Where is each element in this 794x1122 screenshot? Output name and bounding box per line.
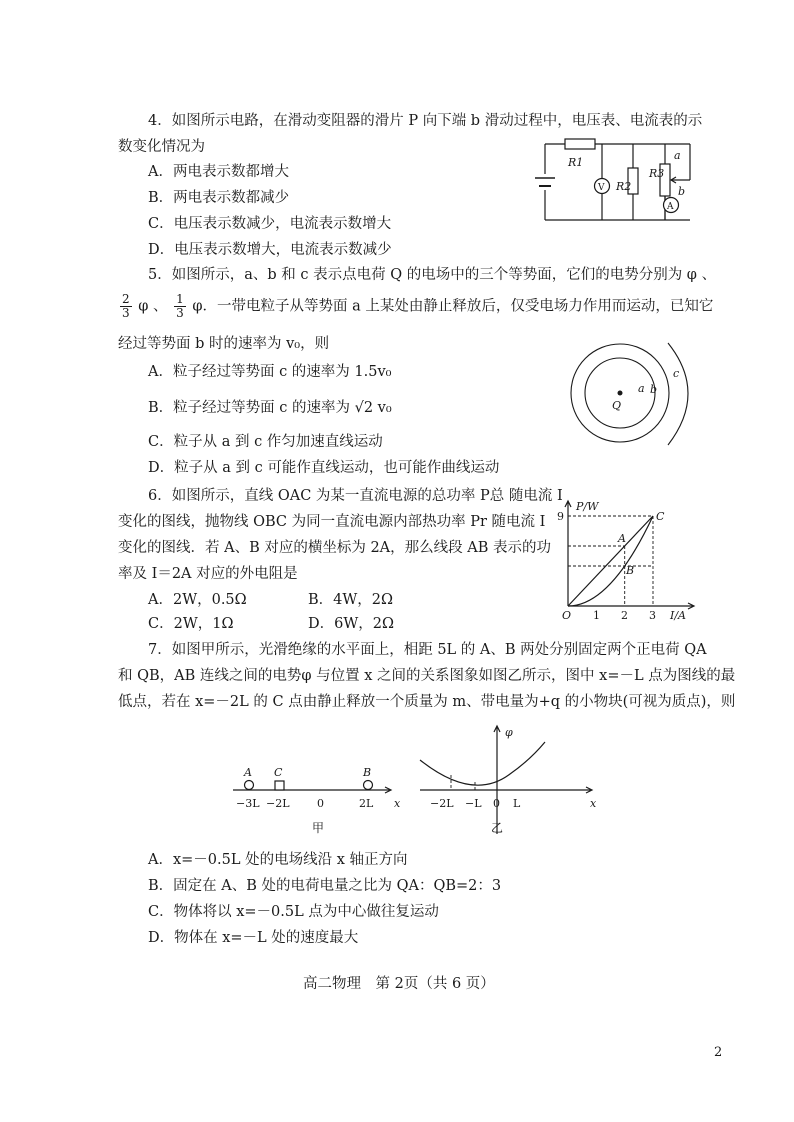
jia-x-label: x	[394, 797, 401, 810]
q5-stem-line3: 经过等势面 b 时的速率为 v₀，则	[118, 336, 330, 352]
q6-stem-line1: 6．如图所示，直线 OAC 为某一直流电源的总功率 P总 随电流 I	[148, 488, 563, 504]
q5-label-a: a	[638, 382, 645, 395]
q5-stem-line1: 5．如图所示，a、b 和 c 表示点电荷 Q 的电场中的三个等势面，它们的电势分别为 φ 、	[148, 267, 717, 283]
block-c-icon	[275, 781, 284, 790]
jia-label-a: A	[244, 766, 252, 779]
jia-tick-m2l: −2L	[266, 797, 290, 810]
q4-option-c: C．电压表示数减少，电流表示数增大	[148, 216, 392, 232]
q6-option-c: C．2W，1Ω	[148, 616, 234, 632]
q5-fraction-one-third: $\frac{1}{3}$	[176, 292, 184, 320]
point-charge-icon	[618, 391, 623, 396]
q4-stem-line2: 数变化情况为	[118, 139, 205, 155]
q4-label-b: b	[678, 185, 686, 198]
q7-figure-jia	[228, 760, 408, 840]
q7-option-d: D．物体在 x=－L 处的速度最大	[148, 930, 359, 946]
q7-stem-line2: 和 QB，AB 连线之间的电势φ 与位置 x 之间的关系图象如图乙所示，图中 x=－L 点为图线的最	[118, 668, 736, 684]
jia-label-b: B	[363, 766, 372, 779]
page-number: 2	[714, 1045, 723, 1060]
q5-option-d: D．粒子从 a 到 c 可能作直线运动，也可能作曲线运动	[148, 460, 500, 476]
q7-option-a: A．x=－0.5L 处的电场线沿 x 轴正方向	[148, 852, 408, 868]
q6-point-b-label: B	[626, 564, 635, 577]
q5-option-b: B．粒子经过等势面 c 的速率为 √2 v₀	[148, 400, 392, 416]
q5-equipotential-diagram	[568, 335, 708, 457]
q6-ylabel: P/W	[576, 500, 599, 513]
q6-option-a: A．2W，0.5Ω	[148, 592, 247, 608]
charge-a-icon	[245, 781, 254, 790]
yi-x-label: x	[590, 797, 597, 810]
jia-tick-2l: 2L	[359, 797, 374, 810]
jia-label-c: C	[274, 766, 283, 779]
q7-stem-line1: 7．如图甲所示，光滑绝缘的水平面上，相距 5L 的 A、B 两处分别固定两个正电荷 QA	[148, 642, 707, 658]
q7-figure-yi	[415, 722, 605, 840]
yi-tick-0: 0	[493, 797, 500, 810]
q6-option-b: B．4W，2Ω	[308, 592, 394, 608]
q6-xlabel: I/A	[670, 609, 686, 622]
q4-option-d: D．电压表示数增大，电流表示数减少	[148, 242, 392, 258]
q4-option-b: B．两电表示数都减少	[148, 190, 290, 206]
page-footer: 高二物理 第 2页（共 6 页）	[303, 976, 495, 992]
jia-tick-0: 0	[317, 797, 324, 810]
q6-point-a-label: A	[618, 532, 626, 545]
q6-point-c-label: C	[656, 510, 665, 523]
q5-label-q: Q	[612, 399, 622, 412]
q7-option-c: C．物体将以 x=－0.5L 点为中心做往复运动	[148, 904, 439, 920]
yi-tick-m2l: −2L	[430, 797, 454, 810]
q4-label-r2: R2	[616, 180, 632, 193]
q4-label-r3: R3	[649, 167, 665, 180]
q5-label-b: b	[650, 383, 658, 396]
yi-phi-label: φ	[505, 726, 513, 739]
charge-b-icon	[364, 781, 373, 790]
q6-tick-9: 9	[557, 510, 564, 523]
q6-origin-label: O	[562, 609, 572, 622]
q6-option-d: D．6W，2Ω	[308, 616, 395, 632]
q5-stem-line2: $\frac{2}{3}$ φ 、 $\frac{1}{3}$ φ．一带电粒子从等势面 a 上某处由静止释放后，仅受电场力作用而运动，已知它	[122, 292, 714, 320]
yi-tick-ml: −L	[465, 797, 482, 810]
q5-option-a: A．粒子经过等势面 c 的速率为 1.5v₀	[148, 364, 392, 380]
q4-label-v: V	[598, 183, 605, 193]
q6-stem-line3: 变化的图线．若 A、B 对应的横坐标为 2A，那么线段 AB 表示的功	[118, 540, 551, 556]
q6-stem-line4: 率及 I＝2A 对应的外电阻是	[118, 566, 298, 582]
q5-fraction-two-thirds: $\frac{2}{3}$	[122, 292, 130, 320]
q4-label-amp: A	[667, 202, 674, 212]
q7-stem-line3: 低点，若在 x=－2L 的 C 点由静止释放一个质量为 m、带电量为+q 的小物块(可视为质点)，则	[118, 694, 736, 710]
q6-tick-2: 2	[621, 609, 628, 622]
q4-circuit-diagram	[530, 134, 710, 226]
q6-tick-3: 3	[649, 609, 656, 622]
q4-label-a: a	[674, 149, 681, 162]
q5-option-c: C．粒子从 a 到 c 作匀加速直线运动	[148, 434, 383, 450]
yi-tick-l: L	[513, 797, 521, 810]
jia-tick-m3l: −3L	[236, 797, 260, 810]
q5-label-c: c	[673, 367, 680, 380]
q6-tick-1: 1	[593, 609, 600, 622]
yi-caption: 乙	[491, 821, 504, 835]
jia-caption: 甲	[312, 821, 325, 835]
q7-option-b: B．固定在 A、B 处的电荷电量之比为 QA：QB=2：3	[148, 878, 502, 894]
q4-label-r1: R1	[568, 156, 584, 169]
q4-option-a: A．两电表示数都增大	[148, 164, 289, 180]
q6-power-graph	[548, 494, 708, 626]
q6-stem-line2: 变化的图线，抛物线 OBC 为同一直流电源内部热功率 Pr 随电流 I	[118, 514, 546, 530]
q4-stem-line1: 4．如图所示电路，在滑动变阻器的滑片 P 向下端 b 滑动过程中，电压表、电流表的示	[148, 113, 703, 129]
